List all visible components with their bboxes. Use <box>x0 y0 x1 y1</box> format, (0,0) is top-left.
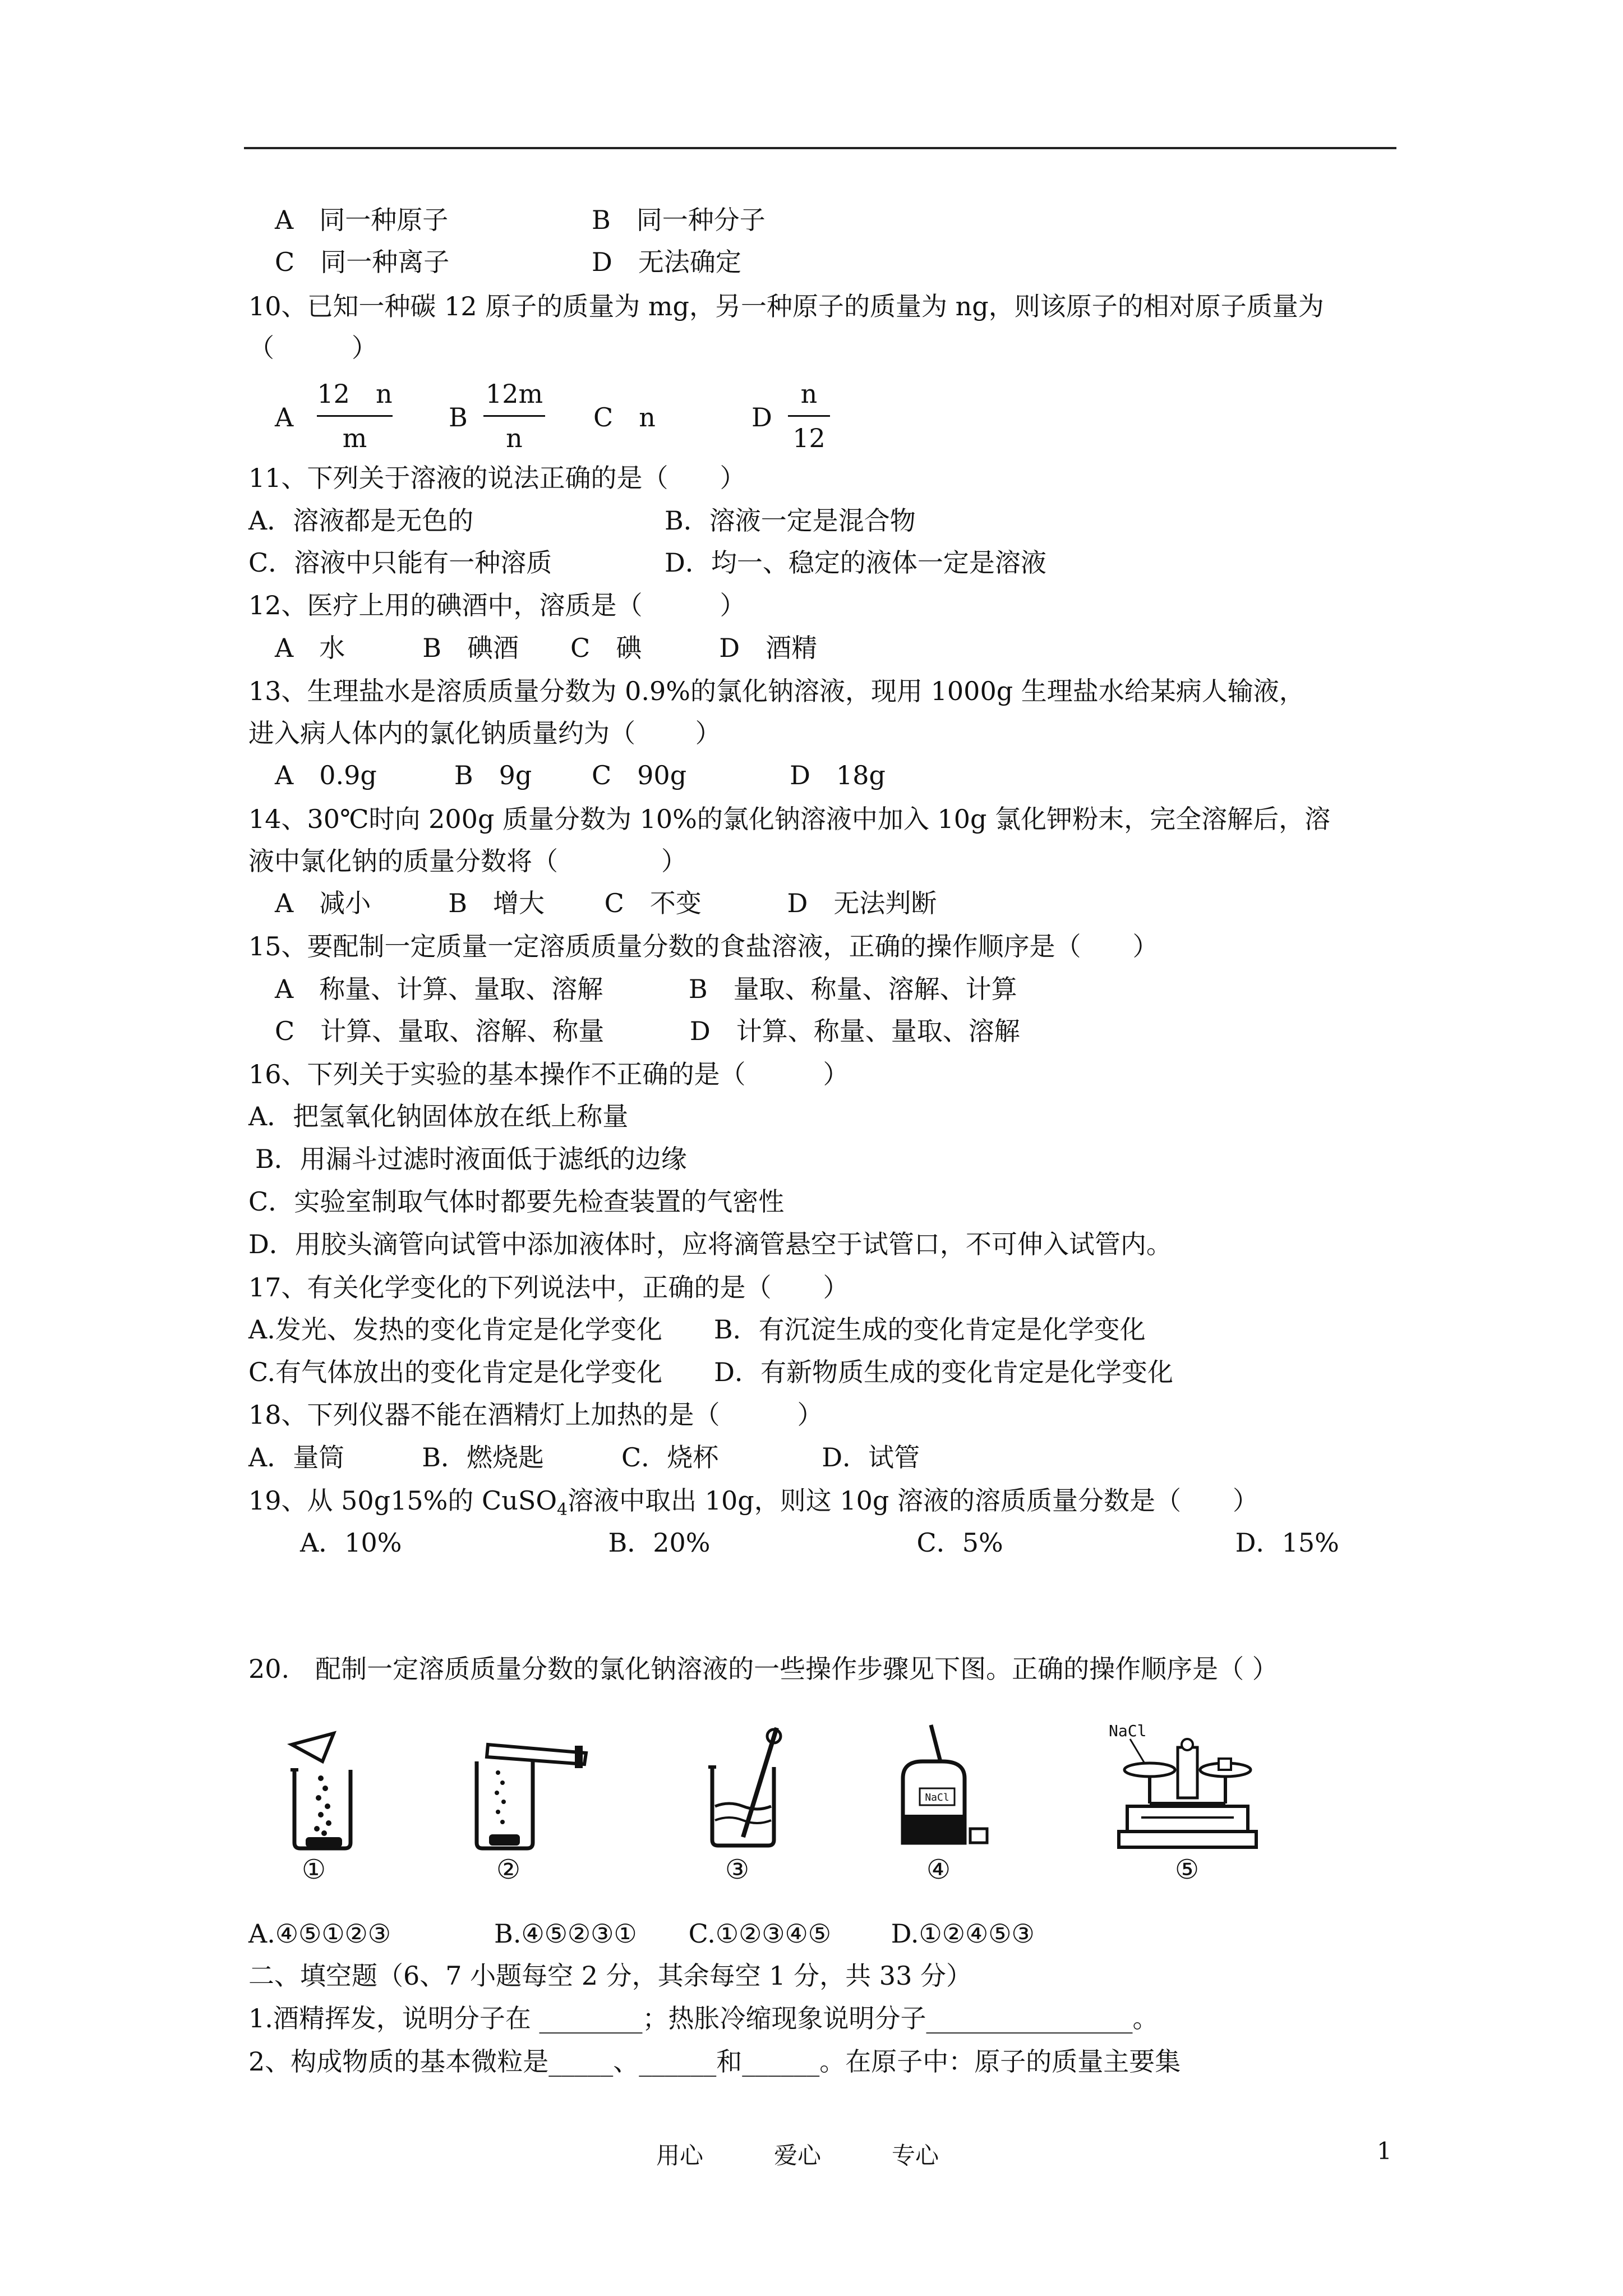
q13-stem-line1: 13、生理盐水是溶质质量分数为 0.9%的氯化钠溶液，现用 1000g 生理盐水给某病人输液， <box>248 676 1305 706</box>
q20-options: A.④⑤①②③ B.④⑤②③① C.①②③④⑤ D.①②④⑤③ <box>248 1918 1035 1949</box>
fraction-denominator: n <box>506 423 523 453</box>
q19-stem-pre: 19、从 50g15%的 CuSO <box>248 1485 557 1516</box>
figure-1-pouring-solid <box>275 1717 370 1857</box>
q18-options: A．量筒 B．燃烧匙 C．烧杯 D．试管 <box>248 1442 920 1473</box>
fraction-denominator: 12 <box>792 423 826 453</box>
q19-stem <box>248 1484 1258 1527</box>
q15-stem: 15、要配制一定质量一定溶质质量分数的食盐溶液，正确的操作顺序是（ ） <box>248 931 1159 961</box>
fraction-numerator: 12m <box>485 379 543 409</box>
q10-option-b-fraction <box>483 377 545 455</box>
fraction-bar <box>483 415 545 417</box>
q19-options: A．10% B．20% C．5% D．15% <box>300 1527 1339 1558</box>
q12-options: A 水 B 碘酒 C 碘 D 酒精 <box>275 633 818 663</box>
q14-stem-line1: 14、30℃时向 200g 质量分数为 10%的氯化钠溶液中加入 10g 氯化钾粉末，完全溶解后，溶 <box>248 804 1331 834</box>
figure-4-label: ④ <box>926 1854 951 1885</box>
q15-options-ab: A 称量、计算、量取、溶解 B 量取、称量、溶解、计算 <box>275 974 1017 1004</box>
q16-stem: 16、下列关于实验的基本操作不正确的是（ ） <box>248 1059 849 1089</box>
section2-q1: 1.酒精挥发，说明分子在 ________；热胀冷缩现象说明分子________________。 <box>248 2003 1159 2033</box>
q10-option-b-label: B <box>449 402 468 432</box>
page-number: 1 <box>1377 2137 1392 2165</box>
q16-option-b: B．用漏斗过滤时液面低于滤纸的边缘 <box>255 1144 687 1174</box>
figure-5-balance <box>1108 1714 1270 1857</box>
balance-label: NaCl <box>1109 1722 1147 1740</box>
footer-motto: 用心 爱心 专心 <box>656 2142 939 2169</box>
q14-stem-line2: 液中氯化钠的质量分数将（ ） <box>248 846 687 876</box>
q11-stem: 11、下列关于溶液的说法正确的是（ ） <box>248 463 746 493</box>
section2-heading: 二、填空题（6、7 小题每空 2 分，其余每空 1 分，共 33 分） <box>248 1961 972 1991</box>
figure-2-pouring-liquid <box>465 1717 600 1857</box>
q16-option-c: C．实验室制取气体时都要先检查装置的气密性 <box>248 1186 785 1217</box>
figure-2-label: ② <box>496 1854 521 1885</box>
q11-option-d: D．均一、稳定的液体一定是溶液 <box>665 547 1046 578</box>
q10-option-d-fraction <box>788 377 830 455</box>
fraction-denominator: m <box>342 423 367 453</box>
q12-stem: 12、医疗上用的碘酒中，溶质是（ ） <box>248 590 746 620</box>
q9-option-d: D 无法确定 <box>592 247 741 277</box>
fraction-numerator: n <box>800 379 818 409</box>
bottle-label: NaCl <box>925 1792 949 1803</box>
q17-options-cd: C.有气体放出的变化肯定是化学变化 D．有新物质生成的变化肯定是化学变化 <box>248 1357 1174 1387</box>
figure-3-label: ③ <box>725 1854 750 1885</box>
q13-stem-line2: 进入病人体内的氯化钠质量约为（ ） <box>248 718 721 748</box>
q19-stem-post: 溶液中取出 10g，则这 10g 溶液的溶质质量分数是（ ） <box>568 1485 1258 1516</box>
section2-q2: 2、构成物质的基本微粒是_____、______和______。在原子中：原子的质量主要集 <box>248 2046 1181 2077</box>
fraction-bar <box>788 415 830 417</box>
q17-stem: 17、有关化学变化的下列说法中，正确的是（ ） <box>248 1272 849 1303</box>
q17-options-ab: A.发光、发热的变化肯定是化学变化 B．有沉淀生成的变化肯定是化学变化 <box>248 1314 1146 1345</box>
figure-5-label: ⑤ <box>1175 1854 1200 1885</box>
figure-4-reagent-bottle <box>892 1717 993 1857</box>
q10-option-a-label: A <box>275 402 294 432</box>
q19-subscript: 4 <box>557 1500 568 1520</box>
header-rule <box>244 147 1396 149</box>
figure-3-stirring <box>698 1717 794 1857</box>
q10-stem: 10、已知一种碳 12 原子的质量为 mg，另一种原子的质量为 ng，则该原子的相对原子质量为 <box>248 291 1324 321</box>
q16-option-d: D．用胶头滴管向试管中添加液体时，应将滴管悬空于试管口，不可伸入试管内。 <box>248 1229 1172 1259</box>
q13-options: A 0.9g B 9g C 90g D 18g <box>275 760 886 790</box>
figure-1-label: ① <box>302 1854 326 1885</box>
q10-option-d-label: D <box>751 402 772 432</box>
q18-stem: 18、下列仪器不能在酒精灯上加热的是（ ） <box>248 1400 823 1430</box>
q9-option-c: C 同一种离子 <box>275 247 450 277</box>
q10-paren: （ ） <box>248 333 377 363</box>
fraction-bar <box>317 415 393 417</box>
q16-option-a: A．把氢氧化钠固体放在纸上称量 <box>248 1101 629 1131</box>
q11-option-c: C．溶液中只能有一种溶质 <box>248 547 552 578</box>
q10-option-c: C n <box>593 402 656 432</box>
fraction-numerator: 12 n <box>317 379 393 409</box>
q10-option-a-fraction <box>317 377 393 455</box>
q9-option-a: A 同一种原子 <box>275 205 449 235</box>
q20-stem: 20. 配制一定溶质质量分数的氯化钠溶液的一些操作步骤见下图。正确的操作顺序是（ ） <box>248 1654 1278 1684</box>
q9-option-b: B 同一种分子 <box>592 205 766 235</box>
q11-option-a: A．溶液都是无色的 <box>248 505 474 536</box>
q11-option-b: B．溶液一定是混合物 <box>665 505 916 536</box>
q15-options-cd: C 计算、量取、溶解、称量 D 计算、称量、量取、溶解 <box>275 1016 1020 1046</box>
q14-options: A 减小 B 增大 C 不变 D 无法判断 <box>275 888 937 918</box>
